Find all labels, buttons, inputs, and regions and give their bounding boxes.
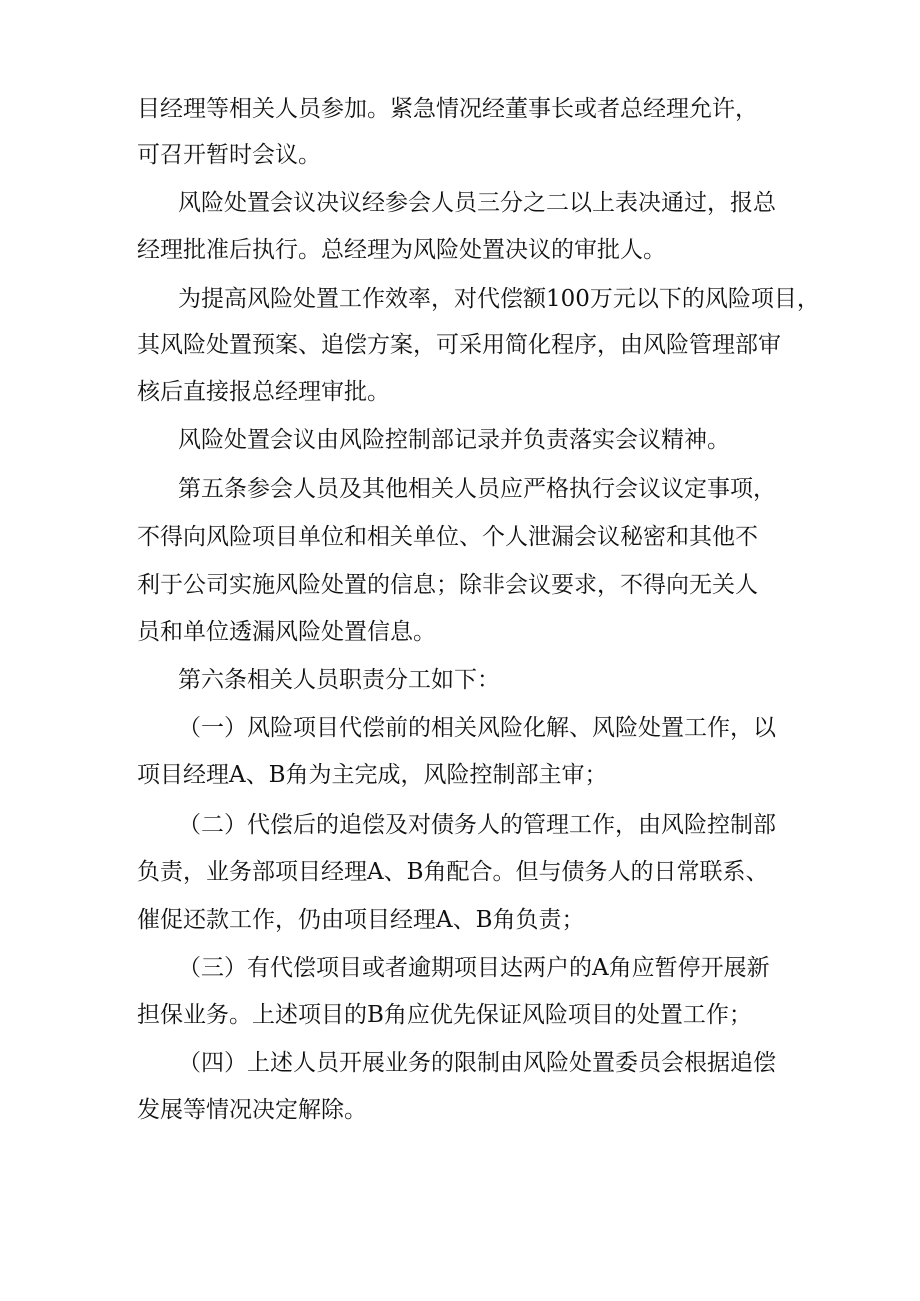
text-line: 其风险处置预案、追偿方案，可采用简化程序，由风险管理部审 [137,332,781,358]
paragraph-start-line: （一）风险项目代偿前的相关风险化解、风险处置工作，以 [178,715,776,741]
text-line: 催促还款工作，仍由项目经理A、B角负责； [137,907,585,933]
paragraph-start-line: （二）代偿后的追偿及对债务人的管理工作，由风险控制部 [178,812,776,838]
text-line: 发展等情况决定解除。 [137,1097,367,1123]
text-line: 担保业务。上述项目的B角应优先保证风险项目的处置工作； [137,1002,752,1028]
text-line: 核后直接报总经理审批。 [137,379,390,405]
text-line: 利于公司实施风险处置的信息；除非会议要求，不得向无关人 [137,572,758,598]
text-line: 不得向风险项目单位和相关单位、个人泄漏会议秘密和其他不 [137,524,758,550]
text-line: 负责，业务部项目经理A、B角配合。但与债务人的日常联系、 [137,859,769,885]
text-line: 目经理等相关人员参加。紧急情况经董事长或者总经理允许， [137,96,758,122]
paragraph-start-line: （三）有代偿项目或者逾期项目达两户的A角应暂停开展新 [178,955,770,981]
paragraph-start-line: 第六条相关人员职责分工如下： [178,667,500,693]
paragraph-start-line: （四）上述人员开展业务的限制由风险处置委员会根据追偿 [178,1050,776,1076]
text-line: 员和单位透漏风险处置信息。 [137,619,436,645]
text-line: 项目经理A、B角为主完成，风险控制部主审； [137,762,608,788]
text-line: 经理批准后执行。总经理为风险处置决议的审批人。 [137,237,666,263]
paragraph-start-line: 风险处置会议由风险控制部记录并负责落实会议精神。 [178,427,730,453]
paragraph-start-line: 为提高风险处置工作效率，对代偿额100万元以下的风险项目， [178,286,820,312]
paragraph-start-line: 风险处置会议决议经参会人员三分之二以上表决通过，报总 [178,190,776,216]
paragraph-start-line: 第五条参会人员及其他相关人员应严格执行会议议定事项， [178,476,776,502]
text-line: 可召开暂时会议。 [137,142,321,168]
